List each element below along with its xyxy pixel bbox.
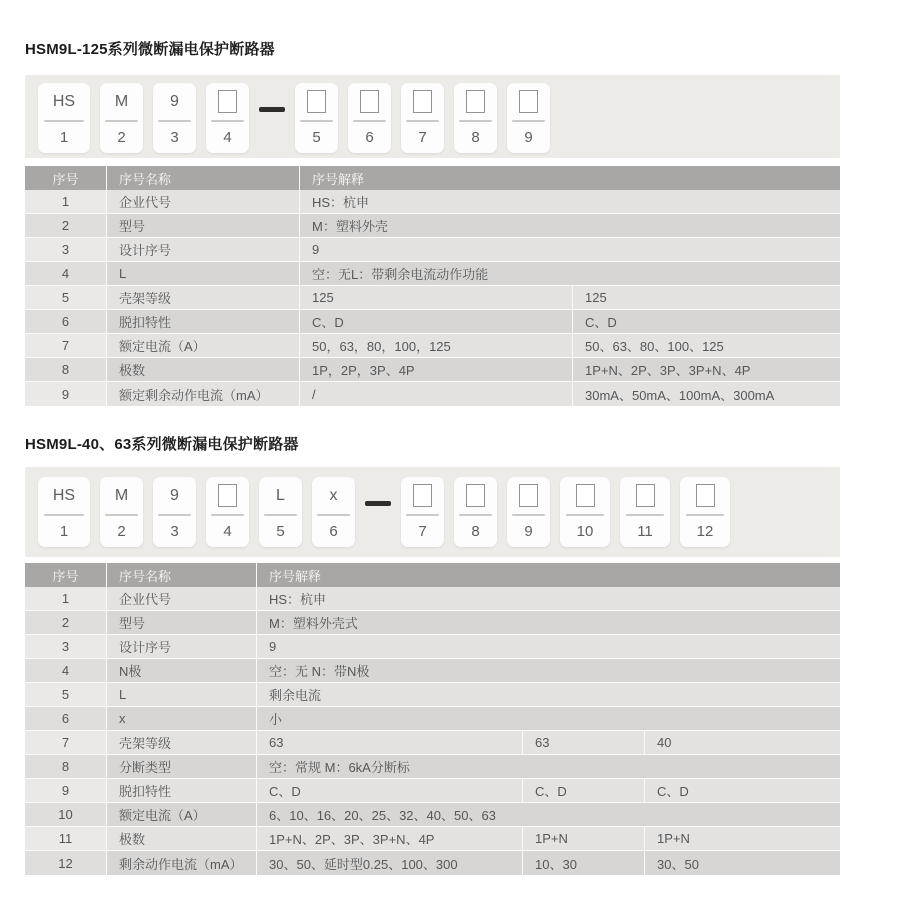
code-value: HS bbox=[52, 92, 76, 110]
column-header: 序号 bbox=[25, 563, 107, 587]
empty-square-icon bbox=[636, 484, 655, 507]
table-row bbox=[25, 190, 840, 214]
code-box-5 bbox=[259, 477, 302, 547]
empty-square-icon bbox=[576, 484, 595, 507]
row-name: L bbox=[107, 262, 300, 286]
row-number: 6 bbox=[25, 310, 107, 334]
row-name: 型号 bbox=[107, 611, 257, 635]
row-explanation: 40 bbox=[645, 731, 840, 755]
section1-spec-table bbox=[25, 166, 840, 406]
table-row bbox=[25, 827, 840, 851]
empty-square-icon bbox=[218, 484, 237, 507]
code-value: x bbox=[329, 486, 338, 504]
code-value bbox=[218, 83, 237, 120]
row-name: 极数 bbox=[107, 358, 300, 382]
row-explanation: M：塑料外壳式 bbox=[257, 611, 840, 635]
row-explanation: C、D bbox=[573, 310, 840, 334]
row-explanation: 125 bbox=[573, 286, 840, 310]
table-row bbox=[25, 286, 840, 310]
row-name: L bbox=[107, 683, 257, 707]
dash-separator-icon bbox=[365, 501, 391, 506]
row-explanation: 空：无 N：带N极 bbox=[257, 659, 840, 683]
position-number: 6 bbox=[329, 522, 338, 540]
table-row bbox=[25, 731, 840, 755]
column-header: 序号 bbox=[25, 166, 107, 190]
row-explanation: C、D bbox=[257, 779, 523, 803]
table-row bbox=[25, 310, 840, 334]
row-number: 7 bbox=[25, 731, 107, 755]
row-explanation: 63 bbox=[523, 731, 645, 755]
code-value bbox=[519, 83, 538, 120]
empty-square-icon bbox=[519, 484, 538, 507]
code-value bbox=[576, 477, 595, 514]
position-number: 5 bbox=[276, 522, 285, 540]
position-number: 9 bbox=[524, 522, 533, 540]
row-name: 额定剩余动作电流（mA） bbox=[107, 382, 300, 406]
position-number: 2 bbox=[117, 128, 126, 146]
code-box-9 bbox=[507, 477, 550, 547]
code-box-3 bbox=[153, 83, 196, 153]
row-name: x bbox=[107, 707, 257, 731]
code-box-9 bbox=[507, 83, 550, 153]
table-row bbox=[25, 851, 840, 875]
row-explanation: 9 bbox=[300, 238, 840, 262]
code-value: L bbox=[276, 486, 285, 504]
position-number: 2 bbox=[117, 522, 126, 540]
row-number: 4 bbox=[25, 659, 107, 683]
position-number: 6 bbox=[365, 128, 374, 146]
row-name: 设计序号 bbox=[107, 635, 257, 659]
code-box-7 bbox=[401, 83, 444, 153]
code-value: M bbox=[114, 486, 129, 504]
code-value bbox=[636, 477, 655, 514]
position-number: 8 bbox=[471, 522, 480, 540]
code-value bbox=[466, 83, 485, 120]
position-number: 10 bbox=[576, 522, 594, 540]
table-row bbox=[25, 659, 840, 683]
row-number: 4 bbox=[25, 262, 107, 286]
row-name: 脱扣特性 bbox=[107, 779, 257, 803]
row-number: 11 bbox=[25, 827, 107, 851]
column-header: 序号解释 bbox=[257, 563, 840, 587]
row-explanation: 剩余电流 bbox=[257, 683, 840, 707]
section1-title: HSM9L-125系列微断漏电保护断路器 bbox=[25, 41, 275, 58]
row-explanation: 30、50 bbox=[645, 851, 840, 875]
code-value bbox=[466, 477, 485, 514]
position-number: 7 bbox=[418, 128, 427, 146]
row-explanation: 小 bbox=[257, 707, 840, 731]
row-explanation: 6、10、16、20、25、32、40、50、63 bbox=[257, 803, 840, 827]
code-box-2 bbox=[100, 477, 143, 547]
row-name: N极 bbox=[107, 659, 257, 683]
code-box-4 bbox=[206, 477, 249, 547]
row-explanation: C、D bbox=[645, 779, 840, 803]
empty-square-icon bbox=[360, 90, 379, 113]
code-value bbox=[519, 477, 538, 514]
table-row bbox=[25, 262, 840, 286]
row-name: 分断类型 bbox=[107, 755, 257, 779]
row-number: 1 bbox=[25, 587, 107, 611]
column-header: 序号解释 bbox=[300, 166, 840, 190]
code-box-4 bbox=[206, 83, 249, 153]
row-number: 1 bbox=[25, 190, 107, 214]
empty-square-icon bbox=[307, 90, 326, 113]
row-number: 8 bbox=[25, 755, 107, 779]
code-value bbox=[307, 83, 326, 120]
row-number: 12 bbox=[25, 851, 107, 875]
empty-square-icon bbox=[696, 484, 715, 507]
empty-square-icon bbox=[519, 90, 538, 113]
row-name: 型号 bbox=[107, 214, 300, 238]
row-explanation: 空：无L：带剩余电流动作功能 bbox=[300, 262, 840, 286]
code-box-8 bbox=[454, 83, 497, 153]
position-number: 1 bbox=[59, 128, 69, 146]
position-number: 9 bbox=[524, 128, 533, 146]
row-explanation: / bbox=[300, 382, 573, 406]
code-value bbox=[218, 477, 237, 514]
row-number: 2 bbox=[25, 611, 107, 635]
position-number: 3 bbox=[170, 522, 179, 540]
code-value: M bbox=[114, 92, 129, 110]
row-explanation: M：塑料外壳 bbox=[300, 214, 840, 238]
row-explanation: 10、30 bbox=[523, 851, 645, 875]
code-box-3 bbox=[153, 477, 196, 547]
table-row bbox=[25, 358, 840, 382]
row-name: 脱扣特性 bbox=[107, 310, 300, 334]
code-value bbox=[413, 477, 432, 514]
table-header-row bbox=[25, 166, 840, 190]
code-value bbox=[413, 83, 432, 120]
row-number: 2 bbox=[25, 214, 107, 238]
table-row bbox=[25, 334, 840, 358]
table-row bbox=[25, 382, 840, 406]
table-row bbox=[25, 683, 840, 707]
code-box-5 bbox=[295, 83, 338, 153]
row-number: 10 bbox=[25, 803, 107, 827]
table-row bbox=[25, 214, 840, 238]
section1-code-strip bbox=[25, 75, 840, 158]
table-header-row bbox=[25, 563, 840, 587]
row-name: 额定电流（A） bbox=[107, 803, 257, 827]
row-explanation: 30mA、50mA、100mA、300mA bbox=[573, 382, 840, 406]
position-number: 4 bbox=[223, 522, 232, 540]
position-number: 8 bbox=[471, 128, 480, 146]
code-value: HS bbox=[52, 486, 76, 504]
row-number: 6 bbox=[25, 707, 107, 731]
empty-square-icon bbox=[466, 90, 485, 113]
code-value: 9 bbox=[170, 92, 179, 110]
row-explanation: C、D bbox=[523, 779, 645, 803]
code-box-12 bbox=[680, 477, 730, 547]
row-name: 极数 bbox=[107, 827, 257, 851]
table-row bbox=[25, 779, 840, 803]
row-explanation: 1P+N、2P、3P、3P+N、4P bbox=[573, 358, 840, 382]
empty-square-icon bbox=[466, 484, 485, 507]
code-value bbox=[360, 83, 379, 120]
table-row bbox=[25, 611, 840, 635]
row-name: 企业代号 bbox=[107, 190, 300, 214]
row-number: 7 bbox=[25, 334, 107, 358]
row-explanation: 63 bbox=[257, 731, 523, 755]
table-row bbox=[25, 587, 840, 611]
row-explanation: 1P+N bbox=[645, 827, 840, 851]
code-box-8 bbox=[454, 477, 497, 547]
table-row bbox=[25, 707, 840, 731]
row-number: 5 bbox=[25, 286, 107, 310]
row-number: 3 bbox=[25, 635, 107, 659]
code-value: 9 bbox=[170, 486, 179, 504]
column-header: 序号名称 bbox=[107, 563, 257, 587]
position-number: 11 bbox=[637, 522, 653, 540]
section2-code-strip bbox=[25, 467, 840, 557]
row-explanation: 1P+N bbox=[523, 827, 645, 851]
code-box-7 bbox=[401, 477, 444, 547]
table-row bbox=[25, 635, 840, 659]
row-explanation: 1P+N、2P、3P、3P+N、4P bbox=[257, 827, 523, 851]
row-explanation: 1P，2P，3P、4P bbox=[300, 358, 573, 382]
position-number: 12 bbox=[696, 522, 714, 540]
row-explanation: C、D bbox=[300, 310, 573, 334]
section2-title: HSM9L-40、63系列微断漏电保护断路器 bbox=[25, 436, 299, 453]
row-name: 设计序号 bbox=[107, 238, 300, 262]
code-box-10 bbox=[560, 477, 610, 547]
row-explanation: 空：常规 M：6kA分断标 bbox=[257, 755, 840, 779]
row-explanation: 50、63、80、100、125 bbox=[573, 334, 840, 358]
code-value bbox=[696, 477, 715, 514]
position-number: 5 bbox=[312, 128, 321, 146]
row-number: 3 bbox=[25, 238, 107, 262]
row-name: 壳架等级 bbox=[107, 286, 300, 310]
row-explanation: HS：杭申 bbox=[257, 587, 840, 611]
column-header: 序号名称 bbox=[107, 166, 300, 190]
table-row bbox=[25, 755, 840, 779]
row-number: 5 bbox=[25, 683, 107, 707]
row-number: 9 bbox=[25, 382, 107, 406]
position-number: 4 bbox=[223, 128, 232, 146]
row-number: 9 bbox=[25, 779, 107, 803]
code-box-6 bbox=[348, 83, 391, 153]
row-explanation: 125 bbox=[300, 286, 573, 310]
row-name: 企业代号 bbox=[107, 587, 257, 611]
position-number: 3 bbox=[170, 128, 179, 146]
code-box-1 bbox=[38, 477, 90, 547]
row-number: 8 bbox=[25, 358, 107, 382]
row-explanation: 50，63，80，100，125 bbox=[300, 334, 573, 358]
code-box-1 bbox=[38, 83, 90, 153]
position-number: 7 bbox=[418, 522, 427, 540]
code-box-6 bbox=[312, 477, 355, 547]
table-row bbox=[25, 803, 840, 827]
code-box-11 bbox=[620, 477, 670, 547]
empty-square-icon bbox=[218, 90, 237, 113]
row-explanation: 30、50、延时型0.25、100、300 bbox=[257, 851, 523, 875]
code-box-2 bbox=[100, 83, 143, 153]
row-explanation: 9 bbox=[257, 635, 840, 659]
empty-square-icon bbox=[413, 484, 432, 507]
row-explanation: HS：杭申 bbox=[300, 190, 840, 214]
table-row bbox=[25, 238, 840, 262]
empty-square-icon bbox=[413, 90, 432, 113]
row-name: 额定电流（A） bbox=[107, 334, 300, 358]
row-name: 剩余动作电流（mA） bbox=[107, 851, 257, 875]
position-number: 1 bbox=[59, 522, 69, 540]
dash-separator-icon bbox=[259, 107, 285, 112]
section2-spec-table bbox=[25, 563, 840, 875]
row-name: 壳架等级 bbox=[107, 731, 257, 755]
